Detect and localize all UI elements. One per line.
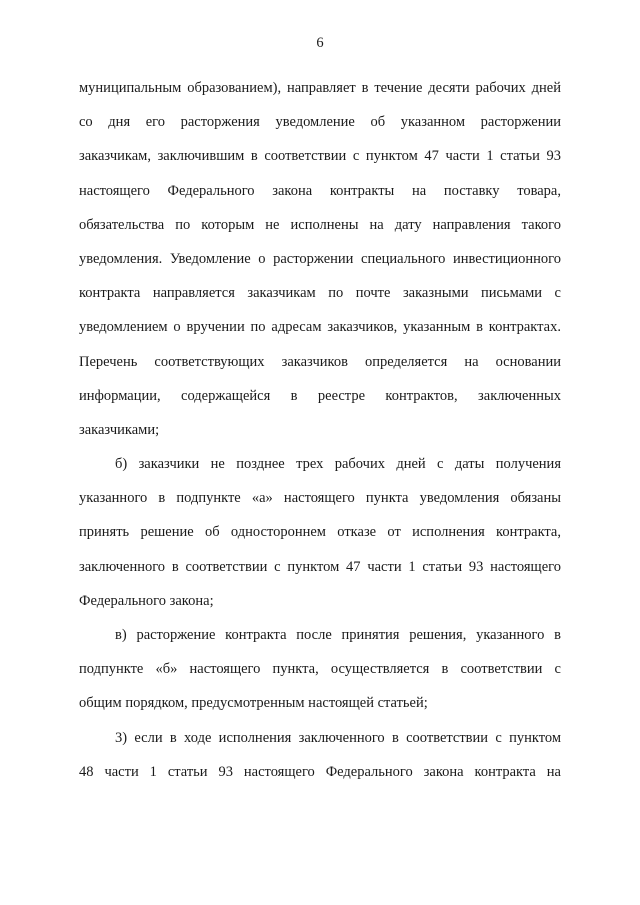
paragraph-subitem-b xyxy=(79,447,561,618)
text-line: принять решение об одностороннем отказе от исполнения контракта, xyxy=(79,524,561,541)
paragraph-item-3 xyxy=(79,721,561,789)
text-line: Перечень соответствующих заказчиков определяется на основании xyxy=(79,353,561,370)
text-line: контракта направляется заказчикам по почте заказными письмами с xyxy=(79,285,561,302)
text-line: б) заказчики не позднее трех рабочих дней с даты получения xyxy=(115,456,561,473)
text-line: со дня его расторжения уведомление об указанном расторжении xyxy=(79,114,561,131)
text-line: в) расторжение контракта после принятия решения, указанного в xyxy=(115,627,561,643)
text-line: заключенного в соответствии с пунктом 47 части 1 статьи 93 настоящего xyxy=(79,558,561,575)
text-line: подпункте «б» настоящего пункта, осуществляется в соответствии с xyxy=(79,661,561,678)
text-line: уведомления. Уведомление о расторжении специального инвестиционного xyxy=(79,250,561,267)
text-line: заказчиками; xyxy=(79,421,160,438)
text-line: общим порядком, предусмотренным настоящей статьей; xyxy=(79,695,428,712)
paragraph-continuation xyxy=(79,71,561,447)
text-line: указанного в подпункте «а» настоящего пункта уведомления обязаны xyxy=(79,490,561,507)
paragraph-subitem-v xyxy=(79,618,561,721)
text-line: муниципальным образованием), направляет в течение десяти рабочих дней xyxy=(79,80,561,96)
text-line: 3) если в ходе исполнения заключенного в соответствии с пунктом xyxy=(115,729,561,746)
document-body xyxy=(79,71,561,789)
text-line: заказчикам, заключившим в соответствии с пунктом 47 части 1 статьи 93 xyxy=(79,148,561,165)
page-number: 6 xyxy=(316,35,324,51)
text-line: информации, содержащейся в реестре контрактов, заключенных xyxy=(79,387,561,404)
text-line: Федерального закона; xyxy=(79,592,214,609)
text-line: 48 части 1 статьи 93 настоящего Федерального закона контракта на xyxy=(79,763,561,780)
text-line: уведомлением о вручении по адресам заказчиков, указанным в контрактах. xyxy=(79,319,561,336)
text-line: настоящего Федерального закона контракты на поставку товара, xyxy=(79,182,561,199)
text-line: обязательства по которым не исполнены на дату направления такого xyxy=(79,216,561,233)
